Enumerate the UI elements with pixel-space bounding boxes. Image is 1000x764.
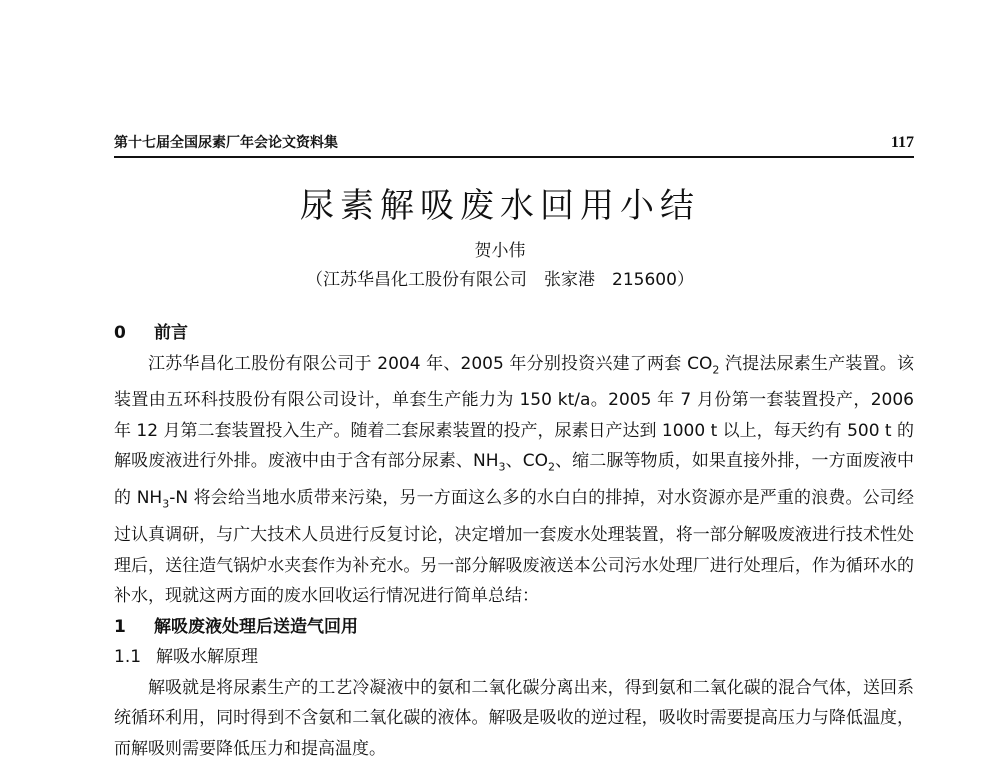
section-heading-1-1 [114,642,914,673]
page-number: 117 [890,134,914,151]
journal-title: 第十七届全国尿素厂年会论文资料集 [114,135,338,151]
section-title: 解吸水解原理 [156,647,258,668]
section-number: 0 [114,323,126,343]
section-heading-0 [114,318,914,349]
subscript: 3 [162,497,170,511]
text-run: -N 将会给当地水质带来污染，另一方面这么多的水白白的排掉，对水资源亦是严重的浪费。公司经过认真调研，与广大技术人员进行反复讨论，决定增加一套废水处理装置，将一部分解吸废液进行技术性处理后，送往造气锅炉水夹套作为补充水。另一部分解吸废液送本公司污水处理厂进行处理后，作为循环水的补水，现就这两方面的废水回收运行情况进行简单总结： [114,488,914,607]
intro-paragraph [114,349,914,612]
subscript: 2 [547,460,555,474]
text-run: 汽提法尿素生产装置。该装置由五环科技股份有限公司设计，单套生产能力为 150 kt/a。2005 年 7 月份第一套装置投产，2006 年 12 月第二套装置投入生产。随着二套尿素装置的投产，尿素日产达到 1000 t 以上，每天约有 500 t 的解吸废液进行外排。废液中由于含有部分尿素、NH [114,353,914,472]
running-header [114,132,914,158]
section-title: 前言 [154,323,188,343]
text-run: 、缩二脲等物质，如果直接外排，一方面废液中的 NH [114,451,915,509]
article-author: 贺小伟 [474,241,526,261]
section-heading-1 [114,612,914,643]
article-affiliation: （江苏华昌化工股份有限公司 张家港 215600） [306,270,694,290]
subscript: 2 [712,362,720,376]
text-run: 、CO [505,451,548,472]
section-title: 解吸废液处理后送造气回用 [154,616,358,637]
section-number: 1 [114,616,126,637]
text-run: 江苏华昌化工股份有限公司于 2004 年、2005 年分别投资兴建了两套 CO [148,353,713,374]
desorption-paragraph: 解吸就是将尿素生产的工艺冷凝液中的氨和二氧化碳分离出来，得到氨和二氧化碳的混合气体，送回系统循环利用，同时得到不含氨和二氧化碳的液体。解吸是吸收的逆过程，吸收时需要提高压力与降低温度，而解吸则需要降低压力和提高温度。 [114,677,914,759]
section-number: 1.1 [114,647,142,668]
article-body [114,318,914,764]
subscript: 3 [498,460,506,474]
article-title: 尿素解吸废水回用小结 [300,186,700,226]
